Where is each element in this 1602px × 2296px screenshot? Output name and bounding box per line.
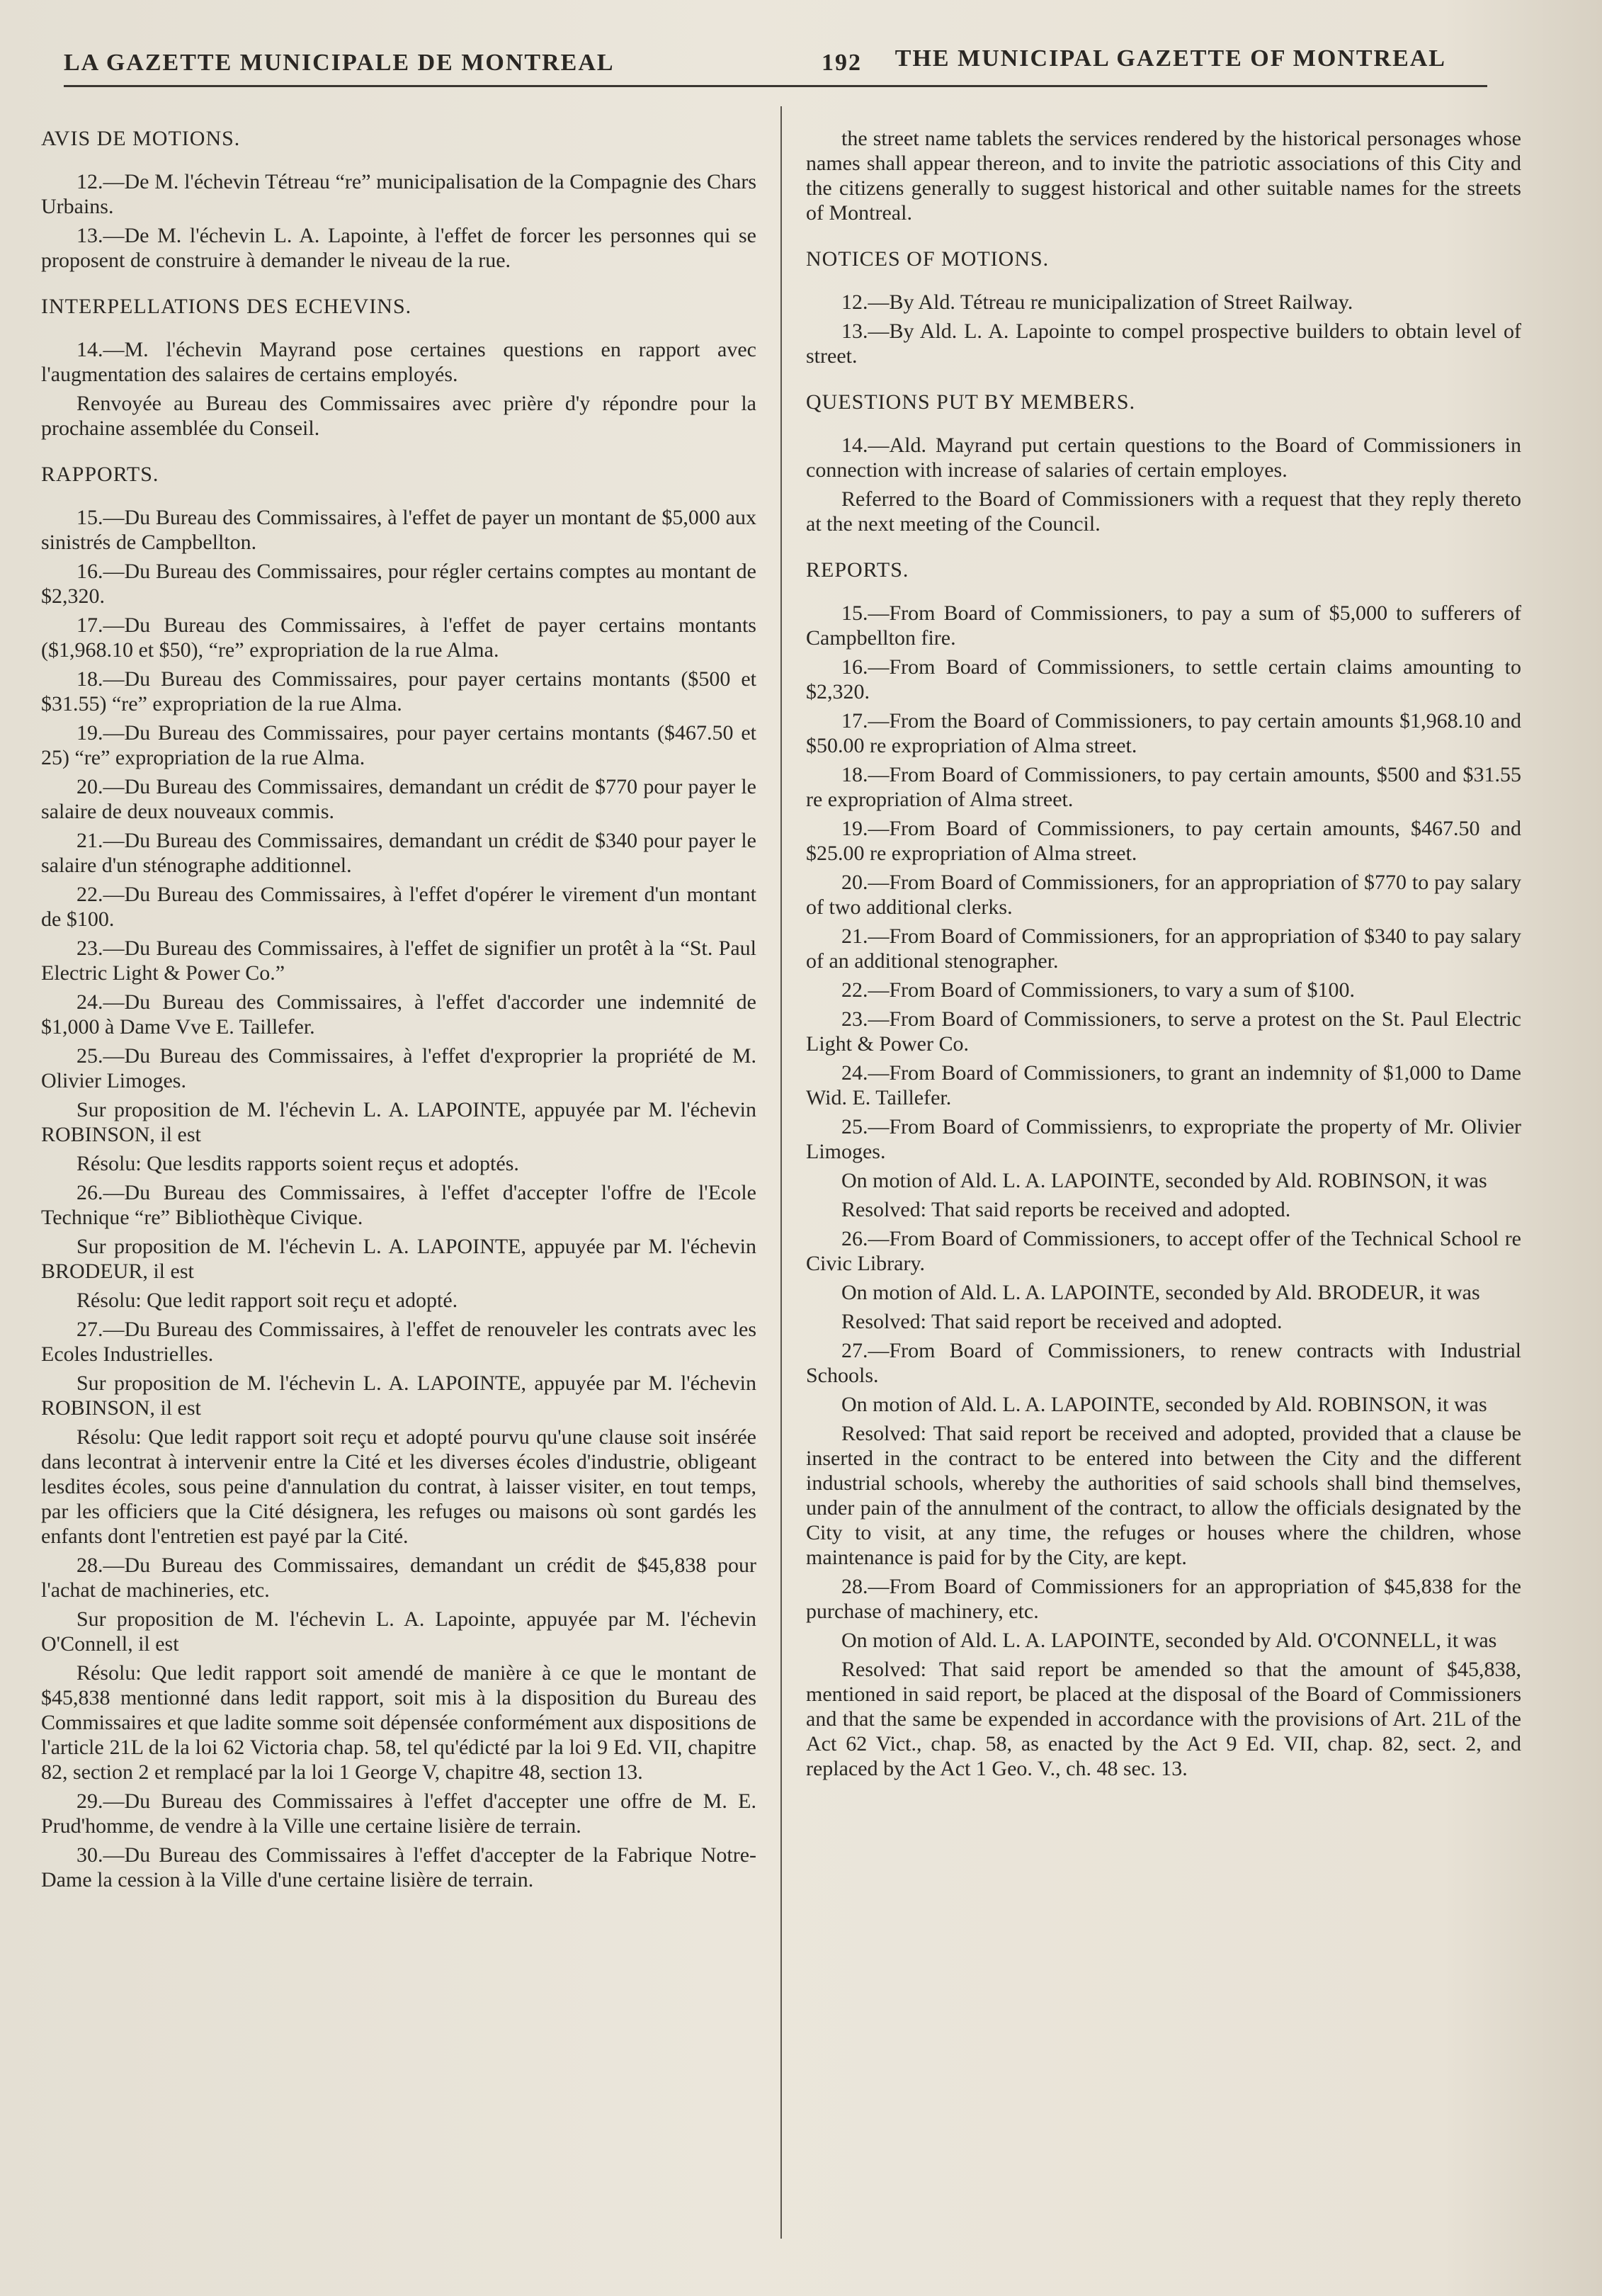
paragraph: 15.—Du Bureau des Commissaires, à l'effet de payer un montant de $5,000 aux sinistrés de Campbellton. [41, 506, 756, 554]
paragraph: Resolved: That said report be amended so that the amount of $45,838, mentioned in said report, be placed at the disposal of the Board of Commissioners and that the same be expended in accordance with the provisions of Art. 21L of the Act 62 Vict., chap. 58, as enacted by the Act 9 Ed. VII, chap. 82, sect. 2, and replaced by the Act 1 Geo. V., ch. 48 sec. 13. [806, 1658, 1521, 1780]
section-heading: AVIS DE MOTIONS. [41, 127, 241, 150]
paragraph: 18.—From Board of Commissioners, to pay certain amounts, $500 and $31.55 re expropriation of Alma street. [806, 763, 1521, 811]
paragraph: 29.—Du Bureau des Commissaires à l'effet d'accepter une offre de M. E. Prud'homme, de vendre à la Ville une certaine lisière de terrain. [41, 1789, 756, 1838]
paragraph: 17.—Du Bureau des Commissaires, à l'effet de payer certains montants ($1,968.10 et $50), “re” expropriation de la rue Alma. [41, 613, 756, 662]
paragraph: Résolu: Que ledit rapport soit reçu et adopté pourvu qu'une clause soit insérée dans lecontrat à intervenir entre la Cité et les diverses écoles d'industrie, obligeant lesdites écoles, sous peine d'annulation du contrat, à laisser visiter, en tout temps, par les officiers que la Cité désignera, les refuges ou maisons où sont gardés les enfants dont l'entretien est payé par la Cité. [41, 1425, 756, 1548]
paragraph: 25.—Du Bureau des Commissaires, à l'effet d'exproprier la propriété de M. Olivier Limoges. [41, 1044, 756, 1092]
french-column [41, 126, 756, 1896]
paragraph: 19.—Du Bureau des Commissaires, pour payer certains montants ($467.50 et 25) “re” expropriation de la rue Alma. [41, 721, 756, 769]
paragraph: 20.—From Board of Commissioners, for an appropriation of $770 to pay salary of two additional clerks. [806, 871, 1521, 919]
paragraph-group [806, 601, 1521, 1781]
section-heading: REPORTS. [806, 558, 909, 582]
paragraph: Resolved: That said reports be received and adopted. [841, 1198, 1291, 1221]
paragraph: 17.—From the Board of Commissioners, to pay certain amounts $1,968.10 and $50.00 re expropriation of Alma street. [806, 709, 1521, 757]
section-heading: QUESTIONS PUT BY MEMBERS. [806, 390, 1136, 414]
header-french-title: LA GAZETTE MUNICIPALE DE MONTREAL [64, 50, 615, 76]
paragraph: 23.—From Board of Commissioners, to serve a protest on the St. Paul Electric Light & Power Co. [806, 1007, 1521, 1056]
paragraph-group [41, 337, 756, 441]
paragraph: Resolved: That said report be received and adopted, provided that a clause be inserted in the contract to be entered into between the City and the different industrial schools, whereby the authorities of said schools shall bind themselves, under pain of the annulment of the contract, to allow the officials designated by the City to visit, at any time, the refuges or houses where the children, whose maintenance is paid for by the City, are kept. [806, 1422, 1521, 1569]
english-column [806, 126, 1521, 1785]
paragraph: Résolu: Que ledit rapport soit reçu et adopté. [76, 1289, 458, 1312]
paragraph: 14.—M. l'échevin Mayrand pose certaines questions en rapport avec l'augmentation des salaires de certains employés. [41, 338, 756, 386]
paragraph: 16.—Du Bureau des Commissaires, pour régler certains comptes au montant de $2,320. [41, 560, 756, 608]
paragraph: Sur proposition de M. l'échevin L. A. LAPOINTE, appuyée par M. l'échevin ROBINSON, il est [41, 1372, 756, 1420]
header-rule [64, 85, 1487, 87]
paragraph: On motion of Ald. L. A. LAPOINTE, seconded by Ald. O'CONNELL, it was [841, 1629, 1497, 1652]
section-heading: RAPPORTS. [41, 463, 159, 486]
paragraph: 28.—From Board of Commissioners for an appropriation of $45,838 for the purchase of machinery, etc. [806, 1575, 1521, 1623]
paragraph: 27.—Du Bureau des Commissaires, à l'effet de renouveler les contrats avec les Ecoles Industrielles. [41, 1318, 756, 1366]
paragraph: Résolu: Que lesdits rapports soient reçus et adoptés. [76, 1152, 519, 1175]
paragraph: 27.—From Board of Commissioners, to renew contracts with Industrial Schools. [806, 1339, 1521, 1387]
column-divider [780, 106, 782, 2239]
paragraph: 12.—De M. l'échevin Tétreau “re” municipalisation de la Compagnie des Chars Urbains. [41, 170, 756, 218]
paragraph: Sur proposition de M. l'échevin L. A. LAPOINTE, appuyée par M. l'échevin ROBINSON, il est [41, 1098, 756, 1146]
paragraph: Referred to the Board of Commissioners with a request that they reply thereto at the next meeting of the Council. [806, 487, 1521, 536]
paragraph: 16.—From Board of Commissioners, to settle certain claims amounting to $2,320. [806, 655, 1521, 703]
paragraph-group [806, 433, 1521, 536]
paragraph: Resolved: That said report be received and adopted. [841, 1310, 1283, 1333]
header-english-title: THE MUNICIPAL GAZETTE OF MONTREAL [894, 45, 1446, 72]
paragraph: the street name tablets the services rendered by the historical personages whose names shall appear thereon, and to invite the patriotic associations of this City and the citizens generally to suggest historical and other suitable names for the streets of Montreal. [806, 127, 1521, 225]
paragraph-group [41, 169, 756, 273]
section-heading: NOTICES OF MOTIONS. [806, 247, 1050, 271]
section-heading: INTERPELLATIONS DES ECHEVINS. [41, 295, 412, 318]
paragraph-group [806, 126, 1521, 225]
paragraph: 23.—Du Bureau des Commissaires, à l'effet de signifier un protêt à la “St. Paul Electric Light & Power Co.” [41, 937, 756, 985]
paragraph: 12.—By Ald. Tétreau re municipalization of Street Railway. [841, 290, 1353, 314]
paragraph: 25.—From Board of Commissienrs, to expropriate the property of Mr. Olivier Limoges. [806, 1115, 1521, 1163]
paragraph: Renvoyée au Bureau des Commissaires avec prière d'y répondre pour la prochaine assemblée du Conseil. [41, 392, 756, 440]
paragraph: 26.—Du Bureau des Commissaires, à l'effet d'accepter l'offre de l'Ecole Technique “re” Bibliothèque Civique. [41, 1181, 756, 1229]
paragraph: 26.—From Board of Commissioners, to accept offer of the Technical School re Civic Library. [806, 1227, 1521, 1275]
paragraph-group [806, 290, 1521, 368]
paragraph: Sur proposition de M. l'échevin L. A. LAPOINTE, appuyée par M. l'échevin BRODEUR, il est [41, 1235, 756, 1283]
paragraph: 15.—From Board of Commissioners, to pay a sum of $5,000 to sufferers of Campbellton fire. [806, 601, 1521, 650]
paragraph: 21.—From Board of Commissioners, for an appropriation of $340 to pay salary of an additional stenographer. [806, 924, 1521, 973]
paragraph: Résolu: Que ledit rapport soit amendé de manière à ce que le montant de $45,838 mentionné dans ledit rapport, soit mis à la disposition du Bureau des Commissaires et que ladite somme soit dépensée conformément aux dispositions de l'article 21L de la loi 62 Victoria chap. 58, tel qu'édicté par la loi 9 Ed. VII, chapitre 82, section 2 et remplacé par la loi 1 George V, chapitre 48, section 13. [41, 1661, 756, 1784]
paragraph: 13.—By Ald. L. A. Lapointe to compel prospective builders to obtain level of street. [806, 319, 1521, 368]
paragraph: 30.—Du Bureau des Commissaires à l'effet d'accepter de la Fabrique Notre-Dame la cession à la Ville d'une certaine lisière de terrain. [41, 1843, 756, 1891]
paragraph: 24.—From Board of Commissioners, to grant an indemnity of $1,000 to Dame Wid. E. Taillefer. [806, 1061, 1521, 1109]
page-number: 192 [822, 50, 862, 76]
page-header [64, 44, 1489, 79]
paragraph: 18.—Du Bureau des Commissaires, pour payer certains montants ($500 et $31.55) “re” expropriation de la rue Alma. [41, 667, 756, 716]
paragraph: On motion of Ald. L. A. LAPOINTE, seconded by Ald. ROBINSON, it was [841, 1393, 1487, 1416]
paragraph: 19.—From Board of Commissioners, to pay certain amounts, $467.50 and $25.00 re expropriation of Alma street. [806, 817, 1521, 865]
paragraph: On motion of Ald. L. A. LAPOINTE, seconded by Ald. BRODEUR, it was [841, 1281, 1480, 1304]
paragraph: On motion of Ald. L. A. LAPOINTE, seconded by Ald. ROBINSON, it was [841, 1169, 1487, 1192]
paragraph: 20.—Du Bureau des Commissaires, demandant un crédit de $770 pour payer le salaire de deux nouveaux commis. [41, 775, 756, 823]
paragraph: 22.—From Board of Commissioners, to vary a sum of $100. [841, 978, 1355, 1002]
paragraph: 28.—Du Bureau des Commissaires, demandant un crédit de $45,838 pour l'achat de machineries, etc. [41, 1554, 756, 1602]
paragraph: 24.—Du Bureau des Commissaires, à l'effet d'accorder une indemnité de $1,000 à Dame Vve E. Taillefer. [41, 990, 756, 1039]
paragraph: Sur proposition de M. l'échevin L. A. Lapointe, appuyée par M. l'échevin O'Connell, il est [41, 1607, 756, 1656]
paragraph: 22.—Du Bureau des Commissaires, à l'effet d'opérer le virement d'un montant de $100. [41, 883, 756, 931]
paragraph-group [41, 505, 756, 1892]
paragraph: 21.—Du Bureau des Commissaires, demandant un crédit de $340 pour payer le salaire d'un sténographe additionnel. [41, 829, 756, 877]
paragraph: 13.—De M. l'échevin L. A. Lapointe, à l'effet de forcer les personnes qui se proposent de construire à demander le niveau de la rue. [41, 224, 756, 272]
paragraph: 14.—Ald. Mayrand put certain questions to the Board of Commissioners in connection with increase of salaries of certain employes. [806, 434, 1521, 482]
